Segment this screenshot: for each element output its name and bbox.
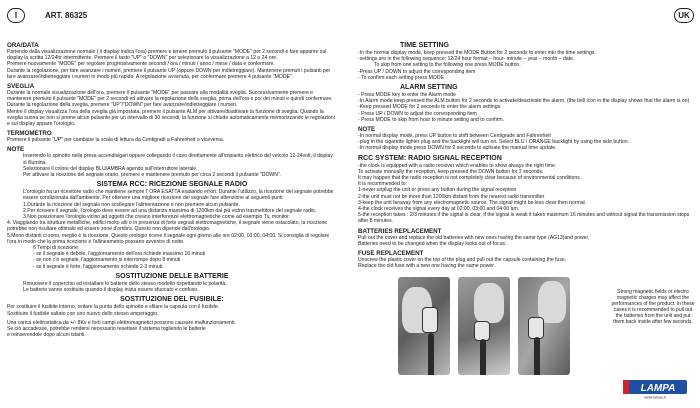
list-item: 2.Per ricevere il segnale, l'orologio deve essere ad una distanza massima di 1200km dal più vicino trasmettitore del segnale radio. bbox=[23, 207, 317, 214]
list-item: Replace the old fuse with a new one having the same power. bbox=[358, 263, 496, 270]
list-item: Batteries need to be changed when the display looks out of focus. bbox=[358, 240, 507, 247]
list-item: -Keep pressed MODE for 2 seconds to enter the alarm settings. bbox=[358, 104, 502, 111]
list-item: -In normal display mode press DOWN for 2 seconds to activate the manual time update. bbox=[358, 145, 557, 152]
list-item: -In normal display mode, press UP button to shift between Centigrade and Fahrenheit bbox=[358, 133, 551, 140]
paragraph: Durante la regolazione, per fare avanzare i numeri, premere il pulsante UP (oppure DOWN per indietreggiare). Mantenere premuti i pulsanti per fare avanzare/indietreggiare i numeri in modo più rapido. A regolazione avvenuta, per confermare premere 4 pulsante "MODE". bbox=[7, 67, 331, 80]
section-title-ora-data: ORA/DATA bbox=[7, 42, 39, 49]
plug-shape bbox=[474, 321, 490, 341]
list-item: 5.Mono distanti ci sono, meglio è la ricezione. Questo orologio riceve il segnale ogni giorno alle ore 02:00, 03:00, 04:00. Si consiglia di regolare l'ora in modo che la prima ricezione e l'allineamento possano avvenire di notte. bbox=[7, 232, 330, 245]
list-item: It is recommended to: bbox=[358, 181, 407, 188]
paragraph: Rimuovere il coperchio ed installare le batterie dello stesso modello rispettando le polarità. bbox=[23, 280, 227, 287]
cable-shape bbox=[480, 339, 486, 375]
section-title-termometro: TERMOMETRO bbox=[7, 130, 52, 138]
fuse-photo-unscrew bbox=[398, 277, 450, 375]
plug-shape bbox=[528, 317, 544, 339]
section-title-alarm-setting: ALARM SETTING bbox=[400, 84, 458, 92]
logo-accent bbox=[623, 380, 629, 394]
paragraph: Per attivare la ricezione del segnale orario, premere e mantenere premuto per circa 2 secondi il pulsante "DOWN". bbox=[23, 172, 282, 179]
list-item: - To confirm each setting press MODE bbox=[358, 74, 444, 81]
list-item: 3-keep the unit faraway from any electromagnetic source. The signal might be less clear then normal. bbox=[358, 199, 587, 206]
section-title-batterie: SOSTITUZIONE DELLE BATTERIE bbox=[115, 272, 229, 280]
list-item: -In Alarm mode keep pressed the ALM button for 2 seconds to activate/deactivate the alarm. (the bell icon in the display shows that the alarm is on) bbox=[358, 98, 690, 105]
paragraph: Selezionare il colore del display BLU/AMBRA agendo sull'interruttore laterale. bbox=[23, 165, 198, 172]
paragraph: Durante la regolazione della sveglia, premere "UP"/"DOWN" per fare avanzare/indietreggiare i numeri. bbox=[7, 102, 238, 109]
list-item: - Press MODE key to enter the Alarm mode bbox=[358, 92, 456, 99]
logo-text: LAMPA bbox=[640, 383, 676, 394]
list-item: - se il segnale è debole, l'aggiornamento dell'ora richiede massimo 16 minuti bbox=[33, 251, 206, 258]
list-item: Pull out the cover and replace the old batteries with new ones having the same type (AG13)and power. bbox=[358, 234, 590, 241]
paragraph: L'orologio ha un ricevitore radio che mantiene sempre l' ORA ESATTA esatando errori. Durante l'utilizzo, la ricezione del segnale potrebbe essere condizionata dall'ambiente. Per ottenere una migliore ricezione del segnale fare attenzione ai seguenti punti: bbox=[23, 189, 334, 202]
list-item: 1.Durante la ricezione del segnale non scollegare l'alimentazione e non premere alcun pulsante. bbox=[23, 201, 240, 208]
list-item: To activate manually the reception, keep pressed the DOWN button for 2 seconds. bbox=[358, 168, 544, 175]
italian-column bbox=[7, 42, 337, 338]
paragraph: Una carica elettrostatica da +/- 8Kv e forti campi elettromagnetici possono causare malfunzionamenti. bbox=[7, 319, 236, 326]
magnetic-field-note: Strong magnetic fields or electro magnetic charges may affect the performances of the product. In these cases it is recommended to pull out the batteries from the unit and put them back inside after few seconds. bbox=[611, 289, 695, 325]
english-column bbox=[358, 42, 694, 269]
list-item: 4-the clock receives the signal every day at 02:00, 03:00 and 04:00 am. bbox=[358, 206, 520, 213]
plug-shape bbox=[422, 307, 438, 333]
list-item: -plug in the cigarette lighter plug and the backlight will turn on. Select BLU / ORANGE backlight by using the side button. bbox=[358, 139, 629, 146]
paragraph: Partendo dalla visualizzazione normale ( il display indica l'ora) premere e tenere premuto il pulsante "MODE" per 2 secondi e fare apparire sul display la scritta 12/24hr intermittente. Premere il tasto "UP" o "DOWN" per selezionare la visualizzazione a 12 o 24 ore. bbox=[7, 49, 327, 62]
language-badge-it: I bbox=[7, 8, 25, 23]
section-title-batteries: BATTERIES REPLACEMENT bbox=[358, 227, 442, 235]
list-item: -In the normal display mode, keep pressed the MODE Button for 2 seconds to enter into the time settings. bbox=[358, 50, 596, 56]
paragraph: Mentre il display visualizza l'ora della sveglia già impostata, premere il pulsante ALM per attivare/disattivare la funzione di sveglia. Quando la sveglia suona se non si preme alcun pulsante per un intervallo di 30 secondi, la funzione si chiude automaticamente memorizzando le regolazioni e sul display appare l'orologio. bbox=[7, 108, 335, 128]
logo-url: www.lampa.it bbox=[644, 395, 666, 399]
list-item: -settings are in the following sequence: 12/24 hour format – hour- minute – year – month – date. bbox=[358, 56, 575, 63]
paragraph: Inserendo lo spinotto nella presa accendisigari oppure collegando il cavo direttamente all'impianto elettrico del veicolo 12-24volt, il display si illumina. bbox=[23, 153, 333, 166]
section-title-rcc-en: RCC SYSTEM: RADIO SIGNAL RECEPTION bbox=[358, 154, 502, 162]
lampa-logo bbox=[623, 379, 687, 399]
paragraph: Le batterie vanno sostituite quando il display inizia essere sfuocato e confuso. bbox=[23, 287, 199, 294]
list-item: 6 Tempi di ricezione: bbox=[33, 245, 80, 252]
paragraph: Durante la normale visualizzazione dell'ora, premere il pulsante "MODE" per passare alla modalità sveglia. Successivamente premere e mantenere premuto il pulsante "MODE" per 2 secondi ed attivare la regolazione della sveglia, prima dell'ora e poi dei minuti e quindi confermare. bbox=[7, 90, 333, 103]
list-item: 4. Viaggiando tra strutture metalliche, edifici molto alti o in presenza di forte segnali elettromagnetiche, il segnale viene ostacolato, la ricezione potrebbe non risultare ottimale ed essere zone d'ombra. Questo non dipende dall'orologio. bbox=[7, 220, 328, 233]
list-item: - Press MODE to skip from hour to minute setting and to confirm. bbox=[358, 116, 505, 123]
list-item: -Press UP / DOWN to adjust the corresponding item bbox=[358, 68, 476, 75]
fuse-photo-capsule bbox=[458, 277, 510, 375]
section-title-time-setting: TIME SETTING bbox=[400, 42, 449, 49]
list-item: - Press UP / DOWN to adjust the corresponding item bbox=[358, 110, 477, 117]
list-item: 3.Non posizionare l'orologio vicino ad oggetti che creano interferenze elettromagnetiche come ad esempio Tv, monitor. bbox=[23, 214, 290, 221]
paragraph: Premere nuovamente "MODE" per regolare progressivamente secondi / ora / minuti / anno / mese / data e confermare. bbox=[7, 61, 275, 68]
list-item: - se il segnale è forte, l'aggiornamento richiede 2-3 minuti. bbox=[33, 263, 164, 270]
list-item: To skip from one setting to the following one press MODE button. bbox=[374, 62, 521, 69]
paragraph: Per sostituire il fusibile interno, svitare la punta dello spinotto e sfilare la capsula con il fusibile. bbox=[7, 304, 220, 311]
section-title-note-en: NOTE bbox=[358, 126, 376, 134]
section-title-rcc: SISTEMA RCC: RICEZIONE SEGNALE RADIO bbox=[96, 181, 248, 189]
list-item: - se non c'è segnale, l'aggiornamento si interrompe dopo 8 minuti bbox=[33, 257, 181, 264]
list-item: Unscrew the plastic cover on the top of the plug and pull out the capsule containing the fuse. bbox=[358, 257, 567, 264]
section-title-note: NOTE bbox=[7, 146, 25, 154]
section-title-fuse: FUSE REPLACEMENT bbox=[358, 250, 424, 258]
paragraph: Premere il pulsante "UP" per cambiare la scala di lettura da Centigradi a Fahrenheit o viceversa. bbox=[7, 137, 225, 144]
paragraph: Se ciò accadesse, potrebbe rendersi necessario resettare il sistema togliendo le batterie bbox=[7, 325, 206, 332]
section-title-sveglia: SVEGLIA bbox=[7, 83, 35, 91]
list-item: 5-the reception takes : 2/3 minutes if the signal is clear, if the signal is weak it takes maximum 16 minutes and without signal the transmission stops after 8 minutes. bbox=[358, 212, 690, 225]
list-item: 2-the unit must not be more than 1200km distant from the nearest radio transmitter bbox=[358, 193, 545, 200]
list-item: -the clock is equipped with a radio receiver which enables to show always the right time. bbox=[358, 162, 557, 169]
language-badge-uk: UK bbox=[674, 8, 694, 23]
section-title-fusibile: SOSTITUZIONE DEL FUSIBILE: bbox=[120, 296, 224, 304]
fuse-photo-replace bbox=[518, 277, 570, 375]
paragraph: e reinserendole dopo alcuni istanti. bbox=[7, 332, 86, 339]
list-item: 1-never unplug the unit or press any button during the signal reception bbox=[358, 187, 517, 194]
paragraph: Sostituire il fusibile saltato con uno nuovo dello stesso amperaggio. bbox=[7, 310, 159, 317]
list-item: It may happen that the radio reception is not completely clear because of environmental conditions. bbox=[358, 175, 582, 182]
cable-shape bbox=[428, 333, 434, 375]
cable-shape bbox=[534, 337, 540, 375]
hand-shape bbox=[474, 283, 504, 323]
article-code: ART. 86325 bbox=[45, 11, 88, 20]
